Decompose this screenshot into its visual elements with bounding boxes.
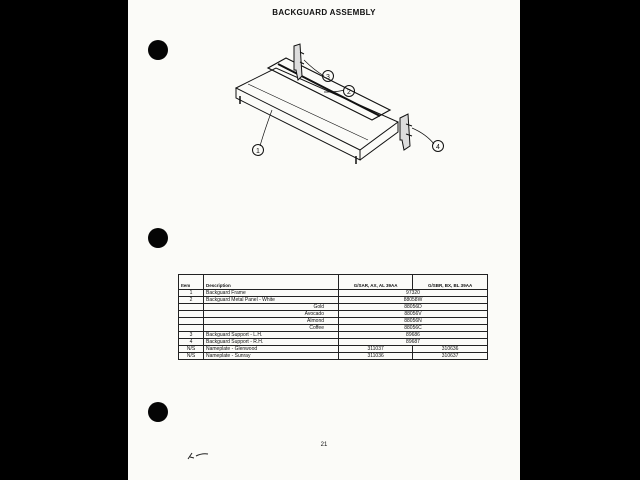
description-cell: Nameplate - Glenwood: [204, 346, 339, 353]
binder-hole: [148, 402, 168, 422]
table-row: [179, 304, 488, 311]
header-col-a: G/SAR, AX, AL 39AA: [339, 275, 413, 290]
item-cell: N/S: [179, 353, 204, 360]
table-header-row: [179, 275, 488, 290]
part-number-cell-b: 310636: [413, 346, 488, 353]
part-number-cell: 89687: [339, 339, 488, 346]
part-number-cell-a: 311036: [339, 353, 413, 360]
table-row: [179, 311, 488, 318]
description-cell: Gold: [204, 304, 339, 311]
part-number-cell: 97320: [339, 290, 488, 297]
binder-hole: [148, 228, 168, 248]
table-row: [179, 346, 488, 353]
table-row: [179, 353, 488, 360]
description-cell: Nameplate - Sunray: [204, 353, 339, 360]
backguard-exploded-diagram: [128, 0, 520, 200]
description-cell: Backguard Metal Panel - White: [204, 297, 339, 304]
description-cell: Almond: [204, 318, 339, 325]
parts-list-table: [178, 274, 488, 360]
description-cell: Backguard Frame: [204, 290, 339, 297]
part-number-cell-b: 310637: [413, 353, 488, 360]
part-number-cell: 89686: [339, 332, 488, 339]
item-cell: 2: [179, 297, 204, 304]
part-number-cell-a: 311037: [339, 346, 413, 353]
header-item: Item: [179, 275, 204, 290]
handwritten-mark: [184, 447, 214, 463]
table-row: [179, 297, 488, 304]
part-number-cell: 88058W: [339, 297, 488, 304]
description-cell: Coffee: [204, 325, 339, 332]
page-title: BACKGUARD ASSEMBLY: [272, 8, 376, 17]
part-number-cell: 88056C: [339, 325, 488, 332]
callout-4: 4: [436, 144, 440, 151]
item-cell: [179, 325, 204, 332]
item-cell: [179, 318, 204, 325]
callout-2: 2: [347, 89, 351, 96]
description-cell: Avocado: [204, 311, 339, 318]
backguard-support-rh: [400, 114, 410, 150]
item-cell: 4: [179, 339, 204, 346]
callout-3: 3: [326, 74, 330, 81]
item-cell: [179, 311, 204, 318]
item-cell: 1: [179, 290, 204, 297]
header-col-b: G/SBR, BX, BL 39AA: [413, 275, 488, 290]
part-number-cell: 88056N: [339, 318, 488, 325]
part-number-cell: 88056D: [339, 304, 488, 311]
table-row: [179, 290, 488, 297]
description-cell: Backguard Support - L.H.: [204, 332, 339, 339]
table-row: [179, 339, 488, 346]
header-description: Description: [204, 275, 339, 290]
table-row: [179, 332, 488, 339]
page-number: 21: [320, 442, 328, 448]
item-cell: [179, 304, 204, 311]
part-number-cell: 88056V: [339, 311, 488, 318]
item-cell: 3: [179, 332, 204, 339]
table-row: [179, 318, 488, 325]
description-cell: Backguard Support - R.H.: [204, 339, 339, 346]
backguard-frame: [236, 68, 398, 150]
callout-1: 1: [256, 148, 260, 155]
item-cell: N/S: [179, 346, 204, 353]
table-row: [179, 325, 488, 332]
